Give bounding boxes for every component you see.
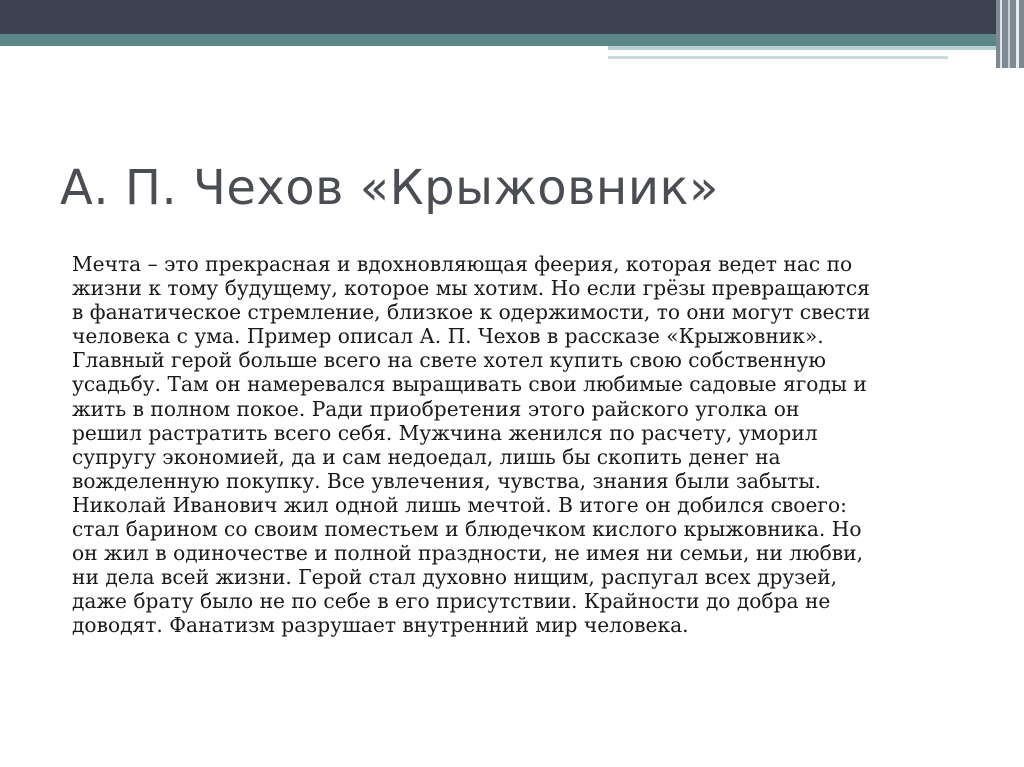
- body-line: вожделенную покупку. Все увлечения, чувства, знания были забыты.: [72, 468, 821, 493]
- header-accent-strip: [608, 46, 1004, 50]
- body-line: даже брату было не по себе в его присутствии. Крайности до добра не: [72, 589, 831, 614]
- body-line: в фанатическое стремление, близкое к одержимости, то они могут свести: [72, 300, 871, 325]
- header-corner-line: [1016, 0, 1019, 68]
- body-line: решил растратить всего себя. Мужчина женился по расчету, уморил: [72, 420, 818, 445]
- body-line: жизни к тому будущему, которое мы хотим. Но если грёзы превращаются: [72, 276, 870, 301]
- body-line: супругу экономией, да и сам недоедал, лишь бы скопить денег на: [72, 444, 781, 469]
- body-line: доводят. Фанатизм разрушает внутренний мир человека.: [72, 613, 689, 638]
- header-bar-dark: [0, 0, 1024, 36]
- body-line: Николай Иванович жил одной лишь мечтой. В итоге он добился своего:: [72, 492, 847, 517]
- body-line: он жил в одиночестве и полной праздности, не имея ни семьи, ни любви,: [72, 541, 863, 566]
- body-line: Главный герой больше всего на свете хотел купить свою собственную: [72, 348, 826, 373]
- body-line: стал барином со своим поместьем и блюдечком кислого крыжовника. Но: [72, 517, 862, 542]
- body-line: Мечта – это прекрасная и вдохновляющая феерия, которая ведет нас по: [72, 252, 853, 276]
- slide-title: А. П. Чехов «Крыжовник»: [60, 160, 719, 216]
- body-line: ни дела всей жизни. Герой стал духовно нищим, распугал всех друзей,: [72, 565, 838, 590]
- header-bar-teal: [0, 34, 1024, 46]
- body-line: жить в полном покое. Ради приобретения этого райского уголка он: [72, 396, 800, 421]
- header-corner-line: [1000, 0, 1002, 68]
- header-corner-line: [1008, 0, 1010, 68]
- body-line: человека с ума. Пример описал А. П. Чехов в рассказе «Крыжовник».: [72, 324, 824, 349]
- header-accent-strip-2: [608, 56, 948, 59]
- body-line: усадьбу. Там он намеревался выращивать свои любимые садовые ягоды и: [72, 372, 867, 397]
- slide-body-text: [72, 252, 972, 638]
